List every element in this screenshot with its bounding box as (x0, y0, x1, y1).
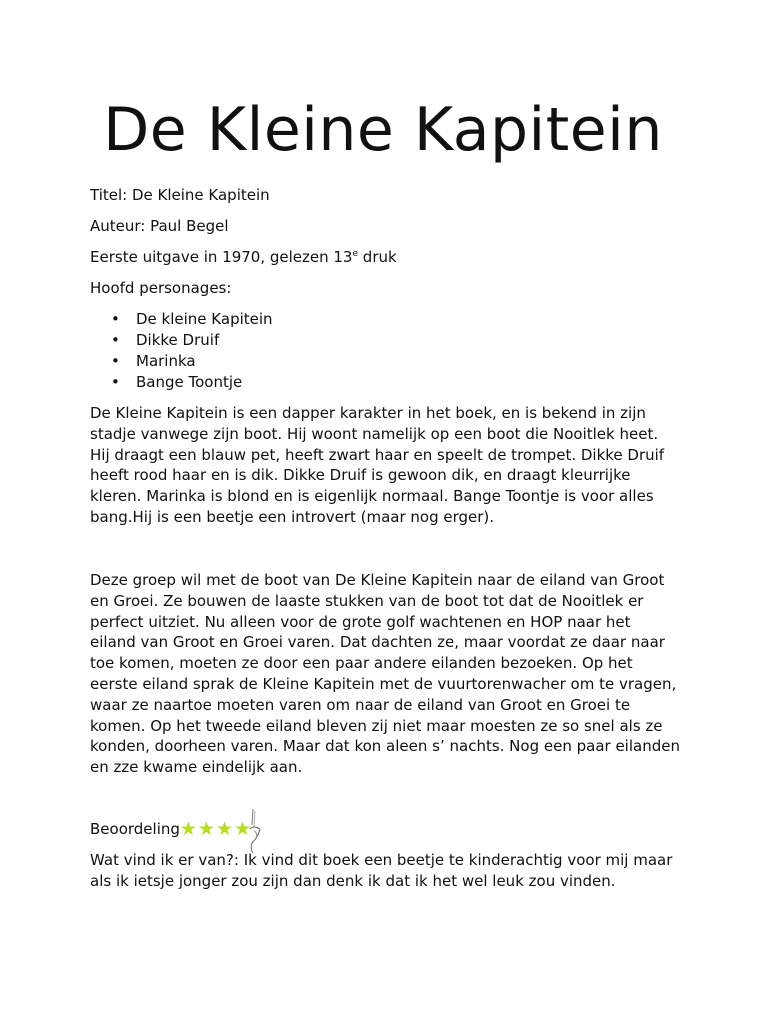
paragraph-opinion: Wat vind ik er van?: Ik vind dit boek een beetje te kinderachtig voor mij maar als ik ietsje jonger zou zijn dan denk ik dat ik het wel leuk zou vinden. (90, 851, 673, 890)
list-item (90, 309, 273, 330)
paragraph-story: Deze groep wil met de boot van De Kleine Kapitein naar de eiland van Groot en Groei. Ze bouwen de laaste stukken van de boot tot dat de Nooitlek er perfect uitziet. Nu alleen voor de grote golf wachtenen en HOP naar het eiland van Groot en Groei varen. Dat dachten ze, maar voordat ze daar naar toe komen, moeten ze door een paar andere eilanden bezoeken. Op het eerste eiland sprak de Kleine Kapitein met de vuurtorenwacher om te vragen, waar ze naartoe moeten varen om naar de eiland van Groot en Groei te komen. Op het tweede eiland bleven zij niet maar moesten ze so snel als ze konden, doorheen varen. Maar dat kon aleen s’ nachts. Nog een paar eilanden en zze kwame eindelijk aan. (90, 571, 680, 777)
personages-label: Hoofd personages: (90, 279, 232, 297)
document-title: De Kleine Kapitein (103, 95, 663, 165)
meta-titel: Titel: De Kleine Kapitein (90, 186, 270, 204)
uitgave-superscript: e (352, 249, 359, 259)
half-star-icon: ★ (234, 818, 252, 840)
character-name: De kleine Kapitein (136, 310, 273, 328)
character-name: Dikke Druif (136, 331, 220, 349)
list-item (90, 372, 273, 393)
list-item (90, 330, 273, 351)
meta-auteur: Auteur: Paul Begel (90, 217, 229, 235)
rating-label: Beoordeling (90, 820, 180, 838)
character-name: Bange Toontje (136, 373, 243, 391)
pencil-doodle-icon (240, 807, 270, 855)
character-name: Marinka (136, 352, 196, 370)
list-item (90, 351, 273, 372)
bullet-icon: • (111, 352, 120, 370)
bullet-icon: • (111, 373, 120, 391)
rating-row (90, 818, 252, 840)
bullet-icon: • (111, 310, 120, 328)
rating-stars-icon: ★★★ (179, 818, 234, 840)
uitgave-text: Eerste uitgave in 1970, gelezen 13 (90, 248, 353, 266)
bullet-icon: • (111, 331, 120, 349)
uitgave-suffix: druk (358, 248, 397, 266)
paragraph-characters: De Kleine Kapitein is een dapper karakter in het boek, en is bekend in zijn stadje vanwege zijn boot. Hij woont namelijk op een boot die Nooitlek heet. Hij draagt een blauw pet, heeft zwart haar en speelt de trompet. Dikke Druif heeft rood haar en is dik. Dikke Druif is gewoon dik, en draagt kleurrijke kleren. Marinka is blond en is eigenlijk normaal. Bange Toontje is voor alles bang.Hij is een beetje een introvert (maar nog erger). (90, 404, 665, 526)
character-list (90, 309, 273, 393)
meta-uitgave (90, 247, 397, 268)
